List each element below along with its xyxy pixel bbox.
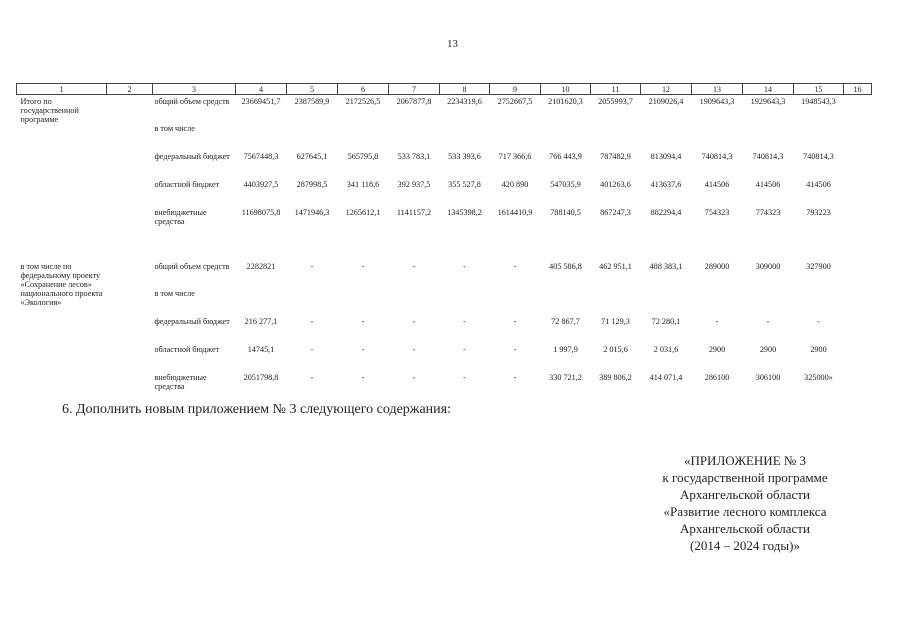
- value-cell: -: [766, 317, 770, 326]
- value-cell: 216 277,1: [244, 317, 278, 326]
- value-cell: 327900: [806, 262, 831, 271]
- value-cell: [743, 122, 794, 150]
- value-cell: 740814,3: [752, 152, 784, 161]
- value-cell: -: [513, 345, 517, 354]
- value-cell: [794, 287, 844, 315]
- value-cell: 420 890: [501, 180, 529, 189]
- value-cell: 14745,1: [247, 345, 275, 354]
- value-cell: -: [361, 262, 365, 271]
- column-header: 10: [541, 84, 591, 95]
- value-cell: -: [817, 317, 820, 326]
- funding-type: общий объем средств: [154, 97, 230, 106]
- value-cell: 309000: [755, 262, 781, 271]
- column-number-row: [17, 84, 872, 95]
- value-cell: 2101620,3: [548, 97, 583, 106]
- table-row: [17, 178, 872, 206]
- column-header: 16: [844, 84, 872, 95]
- value-cell: 289000: [704, 262, 730, 271]
- appendix-line: Архангельской области: [680, 487, 810, 502]
- column-header: 2: [107, 84, 153, 95]
- table-row: [17, 315, 872, 343]
- section-label: Итого по государственной программе: [20, 97, 79, 124]
- value-cell: 1471946,3: [294, 208, 330, 217]
- value-cell: [389, 122, 440, 150]
- value-cell: 1265612,1: [345, 208, 381, 217]
- value-cell: 2752667,5: [497, 97, 533, 106]
- value-cell: 72 280,1: [651, 317, 681, 326]
- value-cell: 413637,6: [650, 180, 682, 189]
- funding-type: внебюджетные средства: [154, 373, 207, 391]
- table-row: [17, 260, 872, 287]
- value-cell: 565795,8: [347, 152, 379, 161]
- value-cell: 740814,3: [803, 152, 834, 161]
- empty-cell: [844, 150, 872, 178]
- column-header: 4: [236, 84, 287, 95]
- empty-cell: [107, 343, 153, 371]
- value-cell: 287998,5: [296, 180, 328, 189]
- value-cell: 414506: [704, 180, 730, 189]
- value-cell: [541, 287, 591, 315]
- value-cell: 740814,3: [701, 152, 733, 161]
- value-cell: 286100: [704, 373, 730, 382]
- value-cell: 1909643,3: [699, 97, 735, 106]
- column-header: 7: [389, 84, 440, 95]
- value-cell: -: [310, 373, 314, 382]
- value-cell: 1614410,9: [497, 208, 533, 217]
- amendment-paragraph: 6. Дополнить новым приложением № 3 следующего содержания:: [62, 402, 451, 417]
- empty-cell: [107, 287, 153, 315]
- empty-cell: [107, 178, 153, 206]
- value-cell: 774323: [755, 208, 781, 217]
- value-cell: 306100: [755, 373, 781, 382]
- value-cell: -: [361, 345, 365, 354]
- empty-cell: [107, 122, 153, 150]
- funding-type: в том числе: [154, 289, 195, 298]
- value-cell: 401263,6: [600, 180, 631, 189]
- column-header: 15: [794, 84, 844, 95]
- empty-cell: [844, 343, 872, 371]
- empty-cell: [107, 95, 153, 123]
- value-cell: [692, 287, 743, 315]
- appendix-heading: [600, 452, 890, 554]
- value-cell: 787482,9: [600, 152, 631, 161]
- value-cell: -: [310, 345, 314, 354]
- value-cell: [236, 122, 287, 150]
- column-header: 12: [641, 84, 692, 95]
- value-cell: 2055993,7: [598, 97, 633, 106]
- empty-cell: [844, 315, 872, 343]
- value-cell: 462 951,1: [599, 262, 632, 271]
- value-cell: -: [463, 345, 466, 354]
- column-header: 3: [153, 84, 236, 95]
- table-row: [17, 343, 872, 371]
- table-row: [17, 150, 872, 178]
- value-cell: 414506: [806, 180, 831, 189]
- empty-cell: [844, 260, 872, 287]
- value-cell: -: [361, 317, 365, 326]
- column-header: 14: [743, 84, 794, 95]
- value-cell: -: [412, 317, 416, 326]
- empty-cell: [107, 206, 153, 234]
- table-body: [17, 95, 872, 400]
- appendix-line: «ПРИЛОЖЕНИЕ № 3: [683, 453, 807, 468]
- funding-type: федеральный бюджет: [154, 152, 230, 161]
- empty-cell: [844, 371, 872, 399]
- value-cell: [541, 122, 591, 150]
- value-cell: 2900: [810, 345, 827, 354]
- table-row: [17, 95, 872, 123]
- value-cell: 2172526,5: [345, 97, 381, 106]
- appendix-line: Архангельской области: [680, 521, 810, 536]
- column-header: 6: [338, 84, 389, 95]
- value-cell: [338, 287, 389, 315]
- value-cell: 2234319,6: [447, 97, 482, 106]
- funding-type: областной бюджет: [154, 180, 220, 189]
- empty-cell: [107, 371, 153, 399]
- value-cell: 392 937,5: [397, 180, 431, 189]
- value-cell: -: [361, 373, 365, 382]
- value-cell: 330 721,2: [549, 373, 582, 382]
- empty-cell: [107, 260, 153, 287]
- spacer-row: [17, 234, 872, 260]
- value-cell: 2900: [708, 345, 726, 354]
- value-cell: 882294,4: [650, 208, 682, 217]
- value-cell: [287, 287, 338, 315]
- value-cell: 2051798,8: [243, 373, 279, 382]
- spacer-cell: [17, 234, 872, 260]
- value-cell: [490, 287, 541, 315]
- value-cell: 793223: [806, 208, 831, 217]
- funding-type: федеральный бюджет: [154, 317, 230, 326]
- empty-cell: [107, 150, 153, 178]
- value-cell: [287, 122, 338, 150]
- value-cell: [236, 287, 287, 315]
- value-cell: 2282821: [246, 262, 276, 271]
- value-cell: 325000»: [804, 373, 833, 382]
- column-header: 1: [17, 84, 107, 95]
- value-cell: 4403927,5: [243, 180, 279, 189]
- value-cell: 2109026,4: [648, 97, 684, 106]
- value-cell: -: [412, 373, 416, 382]
- value-cell: [338, 122, 389, 150]
- value-cell: 2 031,6: [653, 345, 679, 354]
- value-cell: [692, 122, 743, 150]
- budget-table: [16, 83, 872, 399]
- value-cell: 1141157,2: [396, 208, 432, 217]
- value-cell: 1929643,3: [750, 97, 786, 106]
- funding-type: общий объем средств: [154, 262, 230, 271]
- value-cell: 867247,3: [600, 208, 631, 217]
- value-cell: [389, 287, 440, 315]
- value-cell: 355 527,8: [448, 180, 481, 189]
- value-cell: 533 783,1: [397, 152, 431, 161]
- empty-cell: [844, 178, 872, 206]
- value-cell: 766 443,9: [549, 152, 582, 161]
- table-row: [17, 122, 872, 150]
- table-row: [17, 206, 872, 234]
- value-cell: 11698075,8: [241, 208, 281, 217]
- value-cell: 2067877,8: [396, 97, 432, 106]
- section-label: в том числе по федеральному проекту «Сохранение лесов» национального проекта «Экология»: [20, 262, 103, 307]
- value-cell: [641, 122, 692, 150]
- value-cell: 547035,9: [550, 180, 581, 189]
- table-row: [17, 371, 872, 399]
- value-cell: 788140,5: [550, 208, 581, 217]
- value-cell: -: [463, 373, 466, 382]
- column-header: 9: [490, 84, 541, 95]
- value-cell: 389 806,2: [599, 373, 632, 382]
- empty-cell: [844, 206, 872, 234]
- value-cell: [743, 287, 794, 315]
- empty-cell: [844, 122, 872, 150]
- column-header: 11: [591, 84, 641, 95]
- value-cell: -: [463, 262, 466, 271]
- column-header: 13: [692, 84, 743, 95]
- value-cell: 754323: [704, 208, 730, 217]
- value-cell: 71 129,3: [601, 317, 630, 326]
- value-cell: 1948543,3: [801, 97, 836, 106]
- value-cell: -: [412, 262, 416, 271]
- value-cell: 533 393,6: [448, 152, 481, 161]
- value-cell: 1345398,2: [447, 208, 482, 217]
- value-cell: 1 997,9: [553, 345, 578, 354]
- value-cell: 2387589,9: [294, 97, 330, 106]
- empty-cell: [844, 287, 872, 315]
- value-cell: [440, 287, 490, 315]
- column-header: 5: [287, 84, 338, 95]
- value-cell: 72 867,7: [551, 317, 580, 326]
- value-cell: -: [310, 262, 314, 271]
- value-cell: -: [513, 373, 517, 382]
- value-cell: 23669451,7: [241, 97, 281, 106]
- empty-cell: [107, 315, 153, 343]
- value-cell: 341 118,6: [346, 180, 380, 189]
- value-cell: [490, 122, 541, 150]
- page-number: 13: [447, 38, 458, 50]
- value-cell: [440, 122, 490, 150]
- funding-type: внебюджетные средства: [154, 208, 207, 226]
- appendix-line: «Развитие лесного комплекса: [663, 504, 827, 519]
- value-cell: [591, 287, 641, 315]
- appendix-line: к государственной программе: [662, 470, 828, 485]
- value-cell: -: [463, 317, 466, 326]
- value-cell: 717 366,6: [498, 152, 532, 161]
- value-cell: [591, 122, 641, 150]
- value-cell: -: [715, 317, 719, 326]
- funding-type: в том числе: [154, 124, 195, 133]
- value-cell: 414506: [755, 180, 781, 189]
- value-cell: 488 383,1: [649, 262, 683, 271]
- value-cell: 813094,4: [650, 152, 682, 161]
- value-cell: -: [513, 317, 517, 326]
- value-cell: -: [310, 317, 314, 326]
- value-cell: 2 015,6: [603, 345, 628, 354]
- table-row: [17, 287, 872, 315]
- value-cell: -: [513, 262, 517, 271]
- funding-type: областной бюджет: [154, 345, 220, 354]
- appendix-line: (2014 – 2024 годы)»: [690, 538, 800, 553]
- value-cell: -: [412, 345, 416, 354]
- value-cell: 627645,1: [296, 152, 328, 161]
- value-cell: [794, 122, 844, 150]
- value-cell: 414 071,4: [649, 373, 683, 382]
- value-cell: [641, 287, 692, 315]
- value-cell: 7567448,3: [243, 152, 279, 161]
- value-cell: 405 586,8: [549, 262, 582, 271]
- value-cell: 2900: [759, 345, 777, 354]
- column-header: 8: [440, 84, 490, 95]
- empty-cell: [844, 95, 872, 123]
